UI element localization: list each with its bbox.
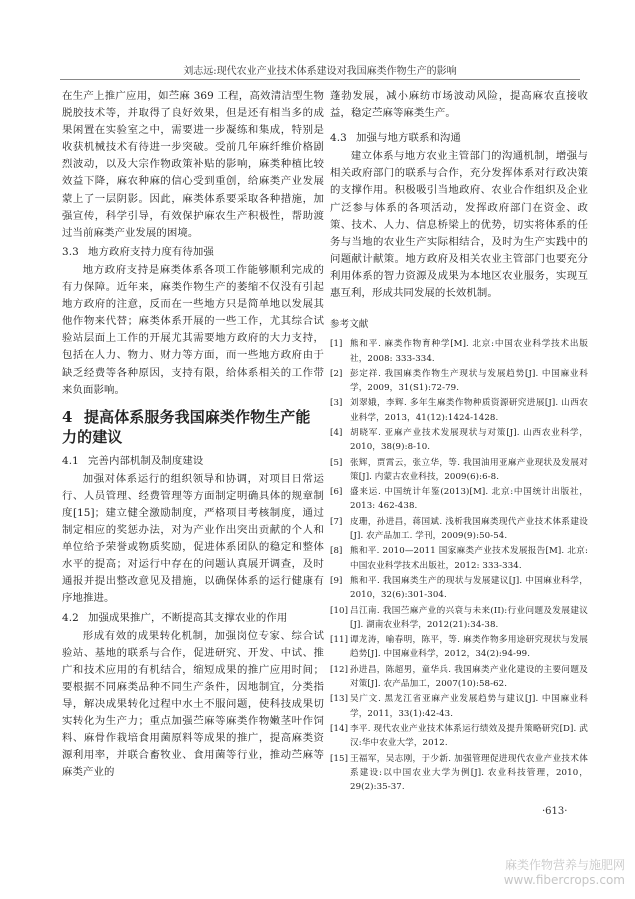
reference-item <box>330 633 588 662</box>
reference-item <box>330 663 588 692</box>
reference-text: 熊和平. 麻类作物育种学[M]. 北京:中国农业科学技术出版社，2008: 333-334. <box>350 339 588 364</box>
reference-item <box>330 604 588 633</box>
page-number: ·613· <box>542 806 568 817</box>
paragraph: 建立体系与地方农业主管部门的沟通机制，增强与相关政府部门的联系与合作，充分发挥体系对行政决策的支撑作用。积极吸引当地政府、农业合作组织及企业广泛参与体系的各项活动，发挥政府部门在资金、政策、技术、人力、信息桥梁上的优势，切实将体系的任务与当地的农业生产实际相结合，及时为生产实践中的问题献计献策。地方政府及相关农业主管部门也要充分利用体系的智力资源及成果为本地区农业服务，实现互惠互利，形成共同发展的长效机制。 <box>330 150 588 300</box>
section-number: 4.3 <box>330 132 347 145</box>
reference-text: 孙进昌，陈超男，童华兵. 我国麻类产业化建设的主要问题及对策[J]. 农产品加工，2007(10):58-62. <box>350 664 588 690</box>
left-column <box>62 88 324 781</box>
reference-text: 谭龙涛，喻春明，陈平，等. 麻类作物多用途研究现状与发展趋势[J]. 中国麻业科学，2012，34(2):94-99. <box>350 635 588 660</box>
reference-item <box>330 515 588 544</box>
reference-text: 王福军，吴志刚，于少新. 加强管理促进现代农业产业技术体系建设:以中国农业大学为例[J]. 农业科技管理，2010，29(2):35-37. <box>350 753 588 793</box>
section-number: 4.2 <box>62 611 79 624</box>
reference-text: 熊和平. 2010—2011 国家麻类产业技术发展报告[M]. 北京:中国农业科学技术出版社，2012: 333-334. <box>350 546 588 571</box>
section-title: 加强与地方联系和沟通 <box>356 132 461 145</box>
reference-text: 张辉，贾霄云，张立华，等. 我国油用亚麻产业现状及发展对策[J]. 内蒙古农业科技，2009(6):6-8. <box>350 457 588 482</box>
section-title: 加强成果推广，不断提高其支撑农业的作用 <box>88 611 288 624</box>
reference-text: 熊和平. 我国麻类生产的现状与发展建议[J]. 中国麻业科学，2010，32(6):301-304. <box>350 575 588 601</box>
reference-item <box>330 396 588 425</box>
reference-number: [11] <box>330 635 349 646</box>
reference-text: 李平. 现代农业产业技术体系运行绩效及提升策略研究[D]. 武汉:华中农业大学，2012. <box>350 723 588 749</box>
reference-text: 吴广文. 黑龙江省亚麻产业发展趋势与建议[J]. 中国麻业科学，2011，33(1):42-43. <box>350 694 588 719</box>
paragraph: 在生产上推广应用，如苎麻 369 工程，高效清洁型生物脱胶技术等，并取得了良好效果，但是还有相当多的成果闲置在实验室之中，需要进一步凝练和集成，特别是收获机械技术有待进一步突破。受前几年麻纤维价格剧烈波动，以及大宗作物政策补贴的影响，麻类种植比较效益下降，麻农种麻的信心受到重创，给麻类产业发展蒙上了一层阴影。因此，麻类体系要采取各种措施，加强宣传，科学引导，有效保护麻农生产积极性，帮助渡过当前麻类产业发展的困境。 <box>62 90 324 239</box>
reference-number: [4] <box>330 428 343 438</box>
watermark <box>504 856 625 887</box>
reference-item <box>330 574 588 603</box>
section-heading-4-3 <box>330 130 588 147</box>
section-number: 4.1 <box>62 454 79 467</box>
reference-number: [7] <box>330 516 343 527</box>
paragraph: 加强对体系运行的组织领导和协调，对项目日常运行、人员管理、经费管理等方面制定明确具体的规章制度[15]；建立健全激励制度，严格项目考核制度，通过制定相应的奖惩办法，对为产业作出突出贡献的个人和单位给予荣誉或物质奖励，促进体系团队的稳定和整体水平的提高；对运行中存在的问题认真展开调查，及时通报并提出整改意见及措施，以确保体系的运行健康有序地推进。 <box>62 472 324 605</box>
header-rule <box>60 79 580 80</box>
reference-item <box>330 426 588 455</box>
watermark-url: www.fibercrops.com <box>503 873 625 887</box>
reference-list <box>330 337 588 794</box>
section-title: 地方政府支持力度有待加强 <box>88 245 214 258</box>
reference-number: [14] <box>330 723 349 734</box>
reference-number: [9] <box>330 575 343 586</box>
reference-number: [1] <box>330 339 343 350</box>
reference-item <box>330 692 588 721</box>
reference-item <box>330 752 588 795</box>
reference-item <box>330 337 588 366</box>
reference-text: 皮珊，孙进昌，蒋国斌. 浅析我国麻类现代产业技术体系建设[J]. 农产品加工. 学刊，2009(9):50-54. <box>350 516 588 542</box>
reference-text: 彭定祥. 我国麻类作物生产现状与发展趋势[J]. 中国麻业科学，2009，31(S1):72-79. <box>350 368 588 394</box>
section-heading-4 <box>62 407 324 447</box>
reference-number: [2] <box>330 368 343 379</box>
reference-item <box>330 367 588 396</box>
watermark-name: 麻类作物营养与施肥网 <box>504 858 625 872</box>
reference-number: [13] <box>330 694 349 705</box>
running-header: 刘志远:现代农业产业技术体系建设对我国麻类作物生产的影响 <box>183 66 457 77</box>
reference-number: [15] <box>330 753 349 764</box>
paragraph: 地方政府支持是麻类体系各项工作能够顺利完成的有力保障。近年来，麻类作物生产的萎缩不仅没有引起地方政府的注意，反而在一些地方只是简单地以发展其他作物来代替；麻类体系开展的一些工作，尤其综合试验站层面上工作的开展尤其需要地方政府的大力支持，包括在人力、物力、财力等方面，而一些地方政府由于缺乏经费等各种原因，支持有限，给体系相关的工作带来负面影响。 <box>62 263 324 396</box>
reference-number: [6] <box>330 487 343 498</box>
paragraph: 形成有效的成果转化机制，加强岗位专家、综合试验站、基地的联系与合作，促进研究、开发、中试、推广和技术应用的有机结合，缩短成果的推广应用时间；要根据不同麻类品种不同生产条件，因地制宜，分类指导，解决成果转化过程中水土不服问题，使科技成果切实转化为生产力；重点加强苎麻等麻类作物嫩茎叶作饲料、麻骨作栽培食用菌原料等成果的推广，提高麻类资源利用率，并联合畜牧业、食用菌等行业，推动苎麻等麻类产业的 <box>62 629 324 779</box>
section-heading-4-2 <box>62 610 324 627</box>
section-heading-4-1 <box>62 453 324 470</box>
section-number: 3.3 <box>62 245 79 258</box>
reference-item <box>330 456 588 485</box>
reference-number: [12] <box>330 664 349 675</box>
section-heading-3-3 <box>62 244 324 261</box>
paragraph: 蓬勃发展，减小麻纺市场波动风险，提高麻农直接收益，稳定苎麻等麻类生产。 <box>330 90 588 120</box>
reference-text: 刘翠娥，李辉. 多年生麻类作物种质资源研究进展[J]. 山西农业科学，2013，41(12):1424-1428. <box>350 398 588 423</box>
reference-text: 吕江南. 我国苎麻产业的兴衰与未来(II):行业问题及发展建议[J]. 湖南农业科学，2012(21):34-38. <box>350 605 588 630</box>
reference-text: 盛来运. 中国统计年鉴(2013)[M]. 北京:中国统计出版社，2013: 462-438. <box>350 487 588 512</box>
reference-item <box>330 544 588 573</box>
reference-text: 胡晓军. 亚麻产业技术发展现状与对策[J]. 山西农业科学，2010，38(9):8-10. <box>350 428 588 453</box>
reference-number: [3] <box>330 398 343 409</box>
right-column <box>330 88 588 795</box>
references-title: 参考文献 <box>330 319 369 331</box>
reference-item <box>330 722 588 751</box>
reference-number: [5] <box>330 457 343 468</box>
reference-item <box>330 485 588 514</box>
section-number: 4 <box>62 407 73 426</box>
reference-number: [8] <box>330 546 343 557</box>
reference-number: [10] <box>330 605 349 616</box>
section-title: 提高体系服务我国麻类作物生产能力的建议 <box>62 407 311 446</box>
section-title: 完善内部机制及制度建设 <box>88 454 204 467</box>
